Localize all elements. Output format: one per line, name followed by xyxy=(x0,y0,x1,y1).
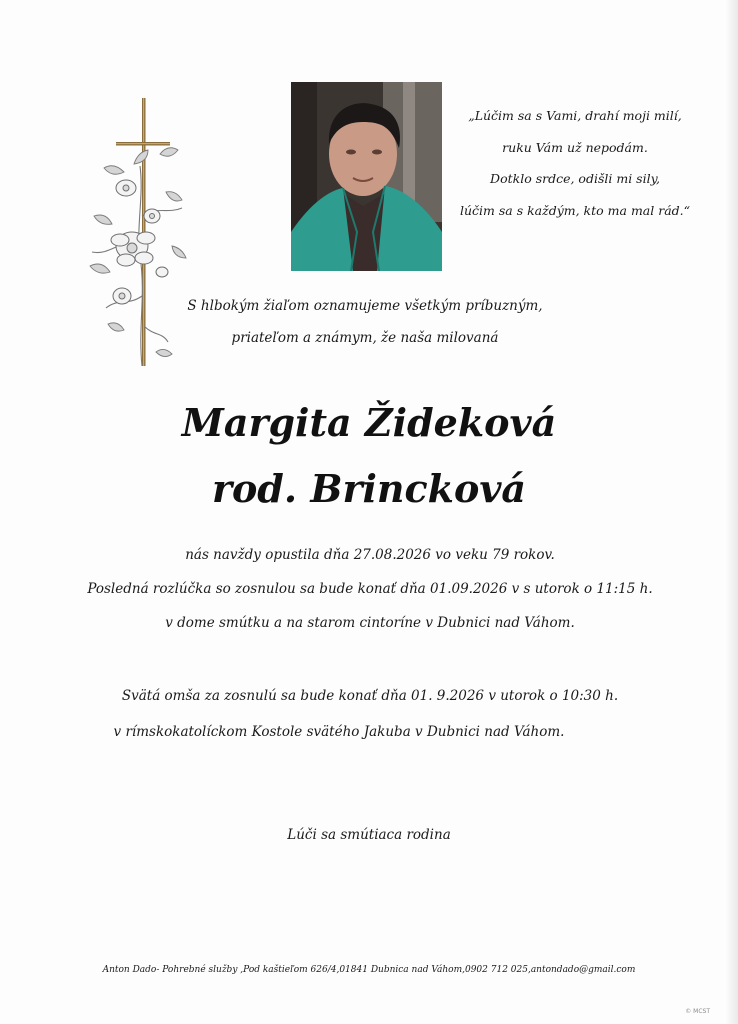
deceased-name: Margita Žideková xyxy=(181,400,557,445)
holy-mass-info xyxy=(30,678,710,750)
farewell-poem xyxy=(450,100,700,226)
funeral-details xyxy=(40,538,700,640)
poem-line-2: ruku Vám už nepodám. xyxy=(502,139,648,155)
mass-time-line: Svätá omša za zosnulú sa bude konať dňa 01. 9.2026 v utorok o 10:30 h. xyxy=(121,688,619,704)
portrait-photo xyxy=(291,82,442,271)
death-date-line: nás navždy opustila dňa 27.08.2026 vo veku 79 rokov. xyxy=(185,547,555,563)
poem-line-1: „Lúčim sa s Vami, drahí moji milí, xyxy=(468,108,682,123)
funeral-service-contact: Anton Dado- Pohrebné služby ,Pod kaštieľom 626/4,01841 Dubnica nad Váhom,0902 712 025,antondado@gmail.com xyxy=(102,965,636,975)
farewell-ceremony-line: Posledná rozlúčka so zosnulou sa bude konať dňa 01.09.2026 v s utorok o 11:15 h. xyxy=(87,581,653,597)
intro-line-1: S hlbokým žiaľom oznamujeme všetkým príbuzným, xyxy=(187,298,543,314)
mass-location-line: v rímskokatolíckom Kostole svätého Jakuba v Dubnici nad Váhom. xyxy=(113,724,565,740)
intro-line-2: priateľom a známym, že naša milovaná xyxy=(231,330,499,346)
announcement-intro xyxy=(140,290,590,354)
poem-line-3: Dotklo srdce, odišli mi sily, xyxy=(490,171,660,186)
maiden-name: rod. Brincková xyxy=(211,466,527,511)
copyright-mark: © MCST xyxy=(685,1008,710,1015)
poem-line-4: lúčim sa s každým, kto ma mal rád.“ xyxy=(459,202,691,218)
deceased-name-block xyxy=(0,390,738,522)
ceremony-location-line: v dome smútku a na starom cintoríne v Dubnici nad Váhom. xyxy=(165,615,575,631)
mourning-family: Lúči sa smútiaca rodina xyxy=(287,827,451,843)
